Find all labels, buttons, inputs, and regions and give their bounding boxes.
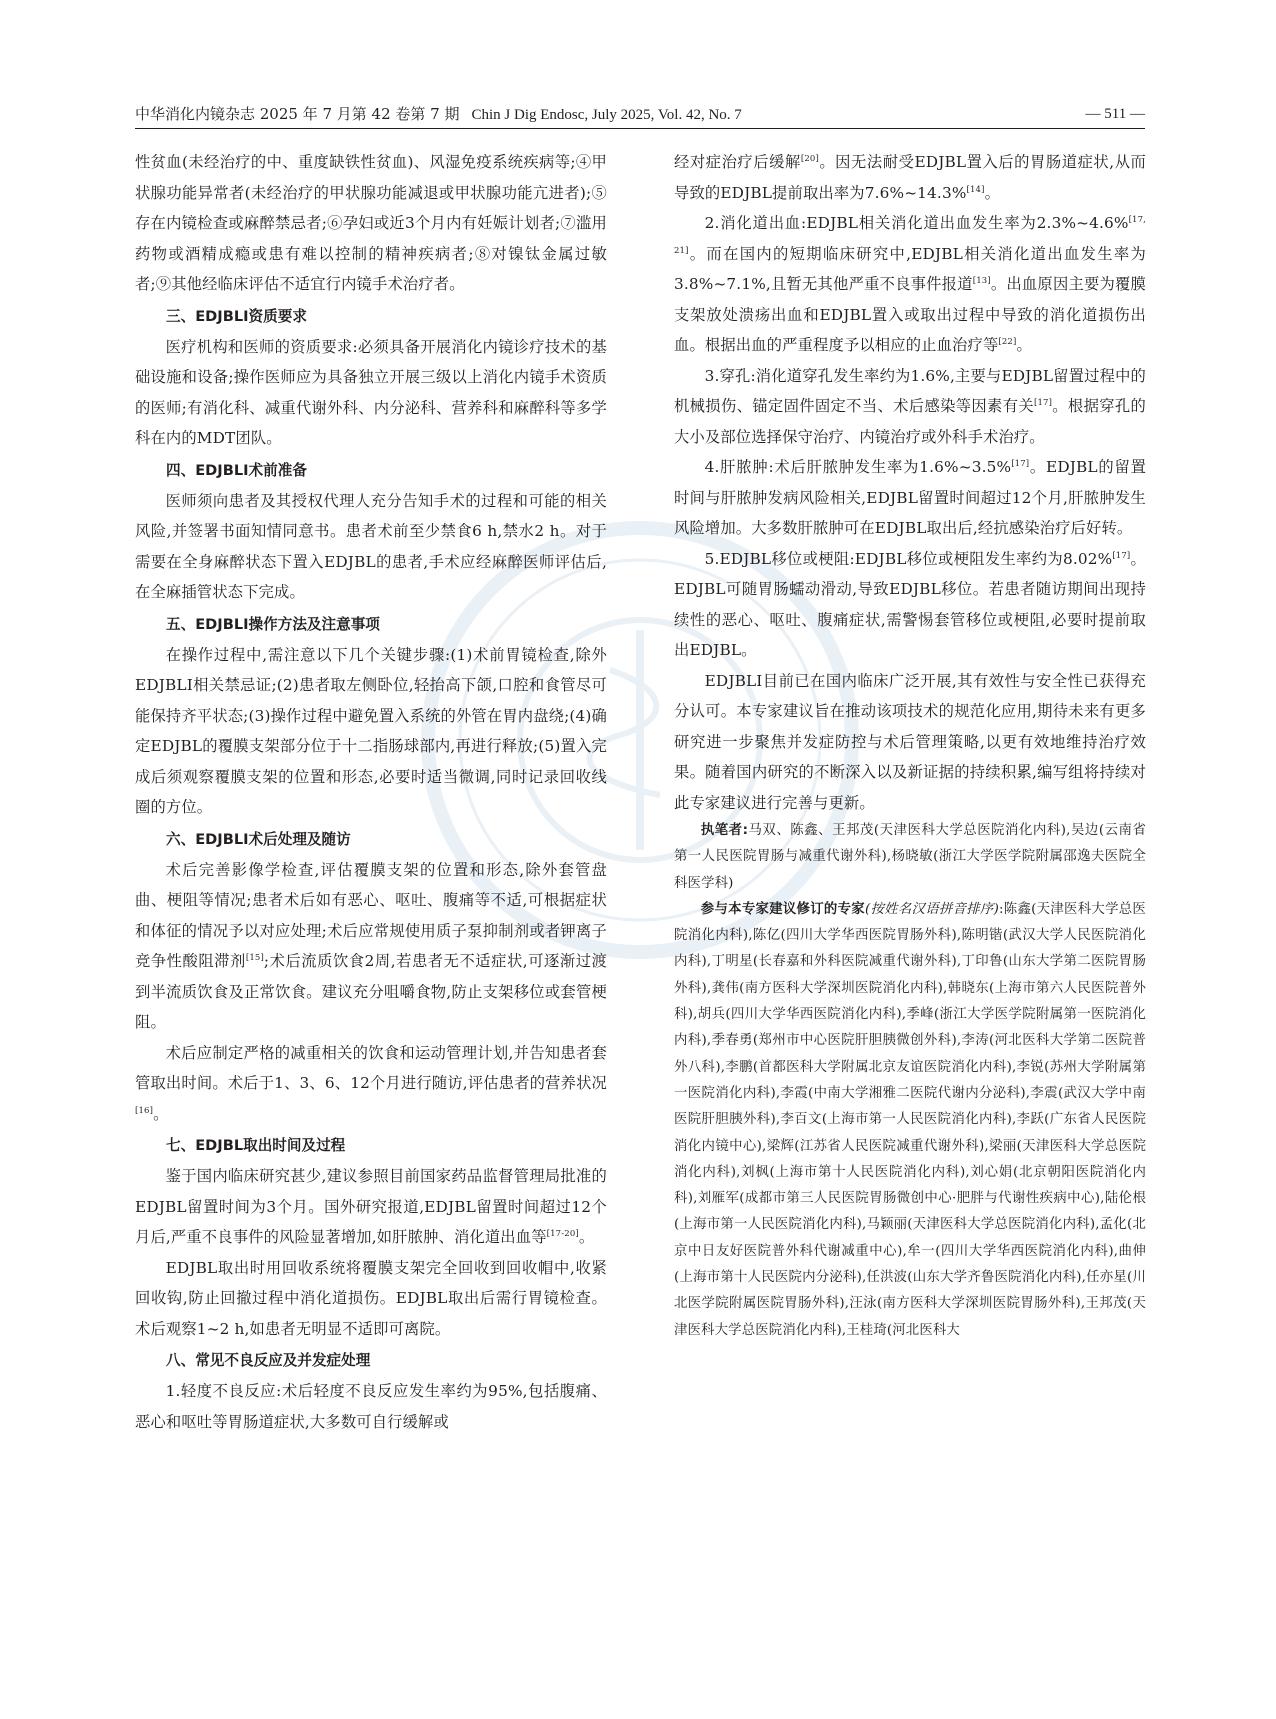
paragraph-procedure: 在操作过程中,需注意以下几个关键步骤:(1)术前胃镜检查,除外EDJBLI相关禁忌证;(2)患者取左侧卧位,轻抬高下颌,口腔和食管尽可能保持齐平状态;(3)操作过程中避免置入系统的外管在胃内盘绕;(4)确定EDJBL的覆膜支架部分位于十二指肠球部内,再进行释放;(5)置入完成后须观察覆膜支架的位置和形态,必要时适当微调,同时记录回收线圈的方位。 xyxy=(135,645,607,816)
citation-ref: [17] xyxy=(1112,550,1131,561)
text-span: 3.穿孔:消化道穿孔发生率约为1.6%,主要与EDJBL留置过程中的机械损伤、锚定固件固定不当、术后感染等因素有关 xyxy=(674,366,1146,415)
citation-ref: [17, 21] xyxy=(674,214,1146,256)
section-heading-postoperative: 六、EDJBLI术后处理及随访 xyxy=(166,830,351,848)
authors-label: 执笔者: xyxy=(700,823,749,838)
citation-ref: [20] xyxy=(800,153,819,164)
text-span: 2.消化道出血:EDJBL相关消化道出血发生率为2.3%~4.6% xyxy=(704,214,1129,232)
paragraph-preoperative: 医师须向患者及其授权代理人充分告知手术的过程和可能的相关风险,并签署书面知情同意书。患者术前至少禁食6 h,禁水2 h。对于需要在全身麻醉状态下置入EDJBL的患者,手术应经麻醉医师评估后,在全麻插管状态下完成。 xyxy=(135,491,607,601)
paragraph-conclusion: EDJBLI目前已在国内临床广泛开展,其有效性与安全性已获得充分认可。本专家建议旨在推动该项技术的规范化应用,期待未来有更多研究进一步聚焦并发症防控与术后管理策略,以更有效地维持治疗效果。随着国内研究的不断深入以及新证据的持续积累,编写组将持续对此专家建议进行完善与更新。 xyxy=(674,671,1146,812)
running-header xyxy=(135,100,1145,129)
text-span: 。根据穿孔的大小及部位选择保守治疗、内镜治疗或外科手术治疗。 xyxy=(674,397,1146,446)
text-span: 。EDJBL可随胃肠蠕动滑动,导致EDJBL移位。若患者随访期间出现持续性的恶心、呕吐、腹痛症状,需警惕套管移位或梗阻,必要时提前取出EDJBL。 xyxy=(674,549,1147,659)
paragraph-migration xyxy=(674,544,1146,666)
text-span: 术后完善影像学检查,评估覆膜支架的位置和形态,除外套管盘曲、梗阻等情况;患者术后如有恶心、呕吐、腹痛等不适,可根据症状和体征的情况予以对应处理;术后应常规使用质子泵抑制剂或者钾离子竞争性酸阻滞剂 xyxy=(135,860,607,970)
paragraph-perforation xyxy=(674,361,1146,453)
section-heading-preoperative: 四、EDJBLI术前准备 xyxy=(166,461,307,479)
experts-sort-note: (按姓名汉语拼音排序) xyxy=(864,901,999,917)
experts-paragraph xyxy=(674,897,1146,1344)
citation-ref: [15] xyxy=(245,952,264,963)
journal-name-cn: 中华消化内镜杂志 2025 年 7 月第 42 卷第 7 期 xyxy=(135,105,460,123)
citation-ref: [16] xyxy=(135,1105,154,1116)
text-span: 4.肝脓肿:术后肝脓肿发生率为1.6%~3.5% xyxy=(704,458,1012,476)
text-span: 。 xyxy=(984,183,1001,202)
text-span: 。EDJBL的留置时间与肝脓肿发病风险相关,EDJBL留置时间超过12个月,肝脓肿发生风险增加。大多数肝脓肿可在EDJBL取出后,经抗感染治疗后好转。 xyxy=(674,458,1147,537)
text-span: 。因无法耐受EDJBL置入后的胃肠道症状,从而导致的EDJBL提前取出率为7.6%~14.3% xyxy=(674,153,1147,202)
authors-paragraph xyxy=(674,818,1146,897)
experts-list: :陈鑫(天津医科大学总医院消化内科),陈亿(四川大学华西医院胃肠外科),陈明锴(武汉大学人民医院消化内科),丁明星(长春嘉和外科医院减重代谢外科),丁印鲁(山东大学第二医院胃肠外科),龚伟(南方医科大学深圳医院消化内科),韩晓东(上海市第六人民医院普外科),胡兵(四川大学华西医院消化内科),季峰(浙江大学医学院附属第一医院消化内科),季春勇(郑州市中心医院肝胆胰微创外科),李涛(河北医科大学第二医院普外八科),李鹏(首都医科大学附属北京友谊医院消化内科),李锐(苏州大学附属第一医院消化内科),李霞(中南大学湘雅二医院代谢内分泌科),李震(武汉大学中南医院肝胆胰外科),李百文(上海市第一人民医院消化内科),李跃(广东省人民医院消化内镜中心),梁辉(江苏省人民医院减重代谢外科),梁丽(天津医科大学总医院消化内科),刘枫(上海市第十人民医院消化内科),刘心娟(北京朝阳医院消化内科),刘雁军(成都市第三人民医院胃肠微创中心·肥胖与代谢性疾病中心),陆伦根(上海市第一人民医院消化内科),马颖丽(天津医科大学总医院消化内科),孟化(北京中日友好医院普外科代谢减重中心),牟一(四川大学华西医院消化内科),曲伸(上海市第十人民医院内分泌科),任洪波(山东大学齐鲁医院消化内科),任亦星(川北医学院附属医院胃肠外科),汪泳(南方医科大学深圳医院胃肠外科),王邦茂(天津医科大学总医院消化内科),王桂琦(河北医科大 xyxy=(674,901,1146,1338)
text-span: 经对症治疗后缓解 xyxy=(674,153,801,171)
text-span: 。而在国内的短期临床研究中,EDJBL相关消化道出血发生率为3.8%~7.1%,且暂无其他严重不良事件报道 xyxy=(674,244,1146,293)
page-number: — 511 — xyxy=(1085,106,1145,122)
text-span: ;术后流质饮食2周,若患者无不适症状,可逐渐过渡到半流质饮食及正常饮食。建议充分咀嚼食物,防止支架移位或套管梗阻。 xyxy=(135,952,607,1031)
text-span: 术后应制定严格的减重相关的饮食和运动管理计划,并告知患者套管取出时间。术后于1、3、6、12个月进行随访,评估患者的营养状况 xyxy=(135,1043,607,1092)
paragraph-mild-adverse-continued xyxy=(674,147,1146,208)
paragraph-qualification: 医疗机构和医师的资质要求:必须具备开展消化内镜诊疗技术的基础设施和设备;操作医师应为具备独立开展三级以上消化内镜手术资质的医师;有消化科、减重代谢外科、内分泌科、营养科和麻醉科等多学科在内的MDT团队。 xyxy=(135,337,607,447)
section-heading-adverse-events: 八、常见不良反应及并发症处理 xyxy=(166,1352,371,1369)
text-span: 。出血原因主要为覆膜支架放处溃疡出血和EDJBL置入或取出过程中导致的消化道损伤出血。根据出血的严重程度予以相应的止血治疗等 xyxy=(674,275,1146,354)
citation-ref: [17] xyxy=(1011,458,1030,469)
paragraph-liver-abscess xyxy=(674,452,1146,544)
citation-ref: [17] xyxy=(1034,397,1053,408)
journal-citation xyxy=(135,100,742,129)
citation-ref: [13] xyxy=(972,275,991,286)
text-span: 。 xyxy=(1016,336,1032,354)
paragraph-bleeding xyxy=(674,208,1146,361)
contraindications-continued: 性贫血(未经治疗的中、重度缺铁性贫血)、风湿免疫系统疾病等;④甲状腺功能异常者(未经治疗的甲状腺功能减退或甲状腺功能亢进者);⑤存在内镜检查或麻醉禁忌者;⑥孕妇或近3个月内有妊娠计划者;⑦滥用药物或酒精成瘾或患有难以控制的精神疾病者;⑧对镍钛金属过敏者;⑨其他经临床评估不适宜行内镜手术治疗者。 xyxy=(135,153,607,293)
text-span: 。 xyxy=(153,1104,169,1123)
citation-ref: [14] xyxy=(966,184,985,195)
section-heading-qualification: 三、EDJBLI资质要求 xyxy=(166,307,307,325)
text-span: 。 xyxy=(578,1228,595,1246)
section-heading-removal: 七、EDJBL取出时间及过程 xyxy=(166,1137,346,1154)
text-span: 5.EDJBL移位或梗阻:EDJBL移位或梗阻发生率约为8.02% xyxy=(704,549,1113,568)
right-column xyxy=(674,147,1146,1344)
paragraph-mild-adverse: 1.轻度不良反应:术后轻度不良反应发生率约为95%,包括腹痛、恶心和呕吐等胃肠道症状,大多数可自行缓解或 xyxy=(135,1382,607,1431)
citation-ref: [22] xyxy=(998,336,1017,347)
authors-list: 马双、陈鑫、王邦茂(天津医科大学总医院消化内科),吴边(云南省第一人民医院胃肠与减重代谢外科),杨晓敏(浙江大学医学院附属邵逸夫医院全科医学科) xyxy=(674,823,1146,891)
citation-ref: [17-20] xyxy=(546,1228,579,1239)
experts-label: 参与本专家建议修订的专家 xyxy=(700,901,865,917)
paragraph-follow-up xyxy=(135,1038,607,1130)
paragraph-removal-process: EDJBL取出时用回收系统将覆膜支架完全回收到回收帽中,收紧回收钩,防止回撤过程中消化道损伤。EDJBL取出后需行胃镜检查。术后观察1~2 h,如患者无明显不适即可离院。 xyxy=(135,1258,607,1338)
left-column xyxy=(135,147,607,1437)
text-span: 鉴于国内临床研究甚少,建议参照目前国家药品监督管理局批准的EDJBL留置时间为3个月。国外研究报道,EDJBL留置时间超过12个月后,严重不良事件的风险显著增加,如肝脓肿、消化道出血等 xyxy=(135,1167,607,1246)
paragraph-postoperative-care xyxy=(135,855,607,1038)
journal-name-en: Chin J Dig Endosc, July 2025, Vol. 42, No. 7 xyxy=(471,107,742,123)
section-heading-procedure: 五、EDJBLI操作方法及注意事项 xyxy=(166,615,380,633)
paragraph-removal-timing xyxy=(135,1161,607,1253)
